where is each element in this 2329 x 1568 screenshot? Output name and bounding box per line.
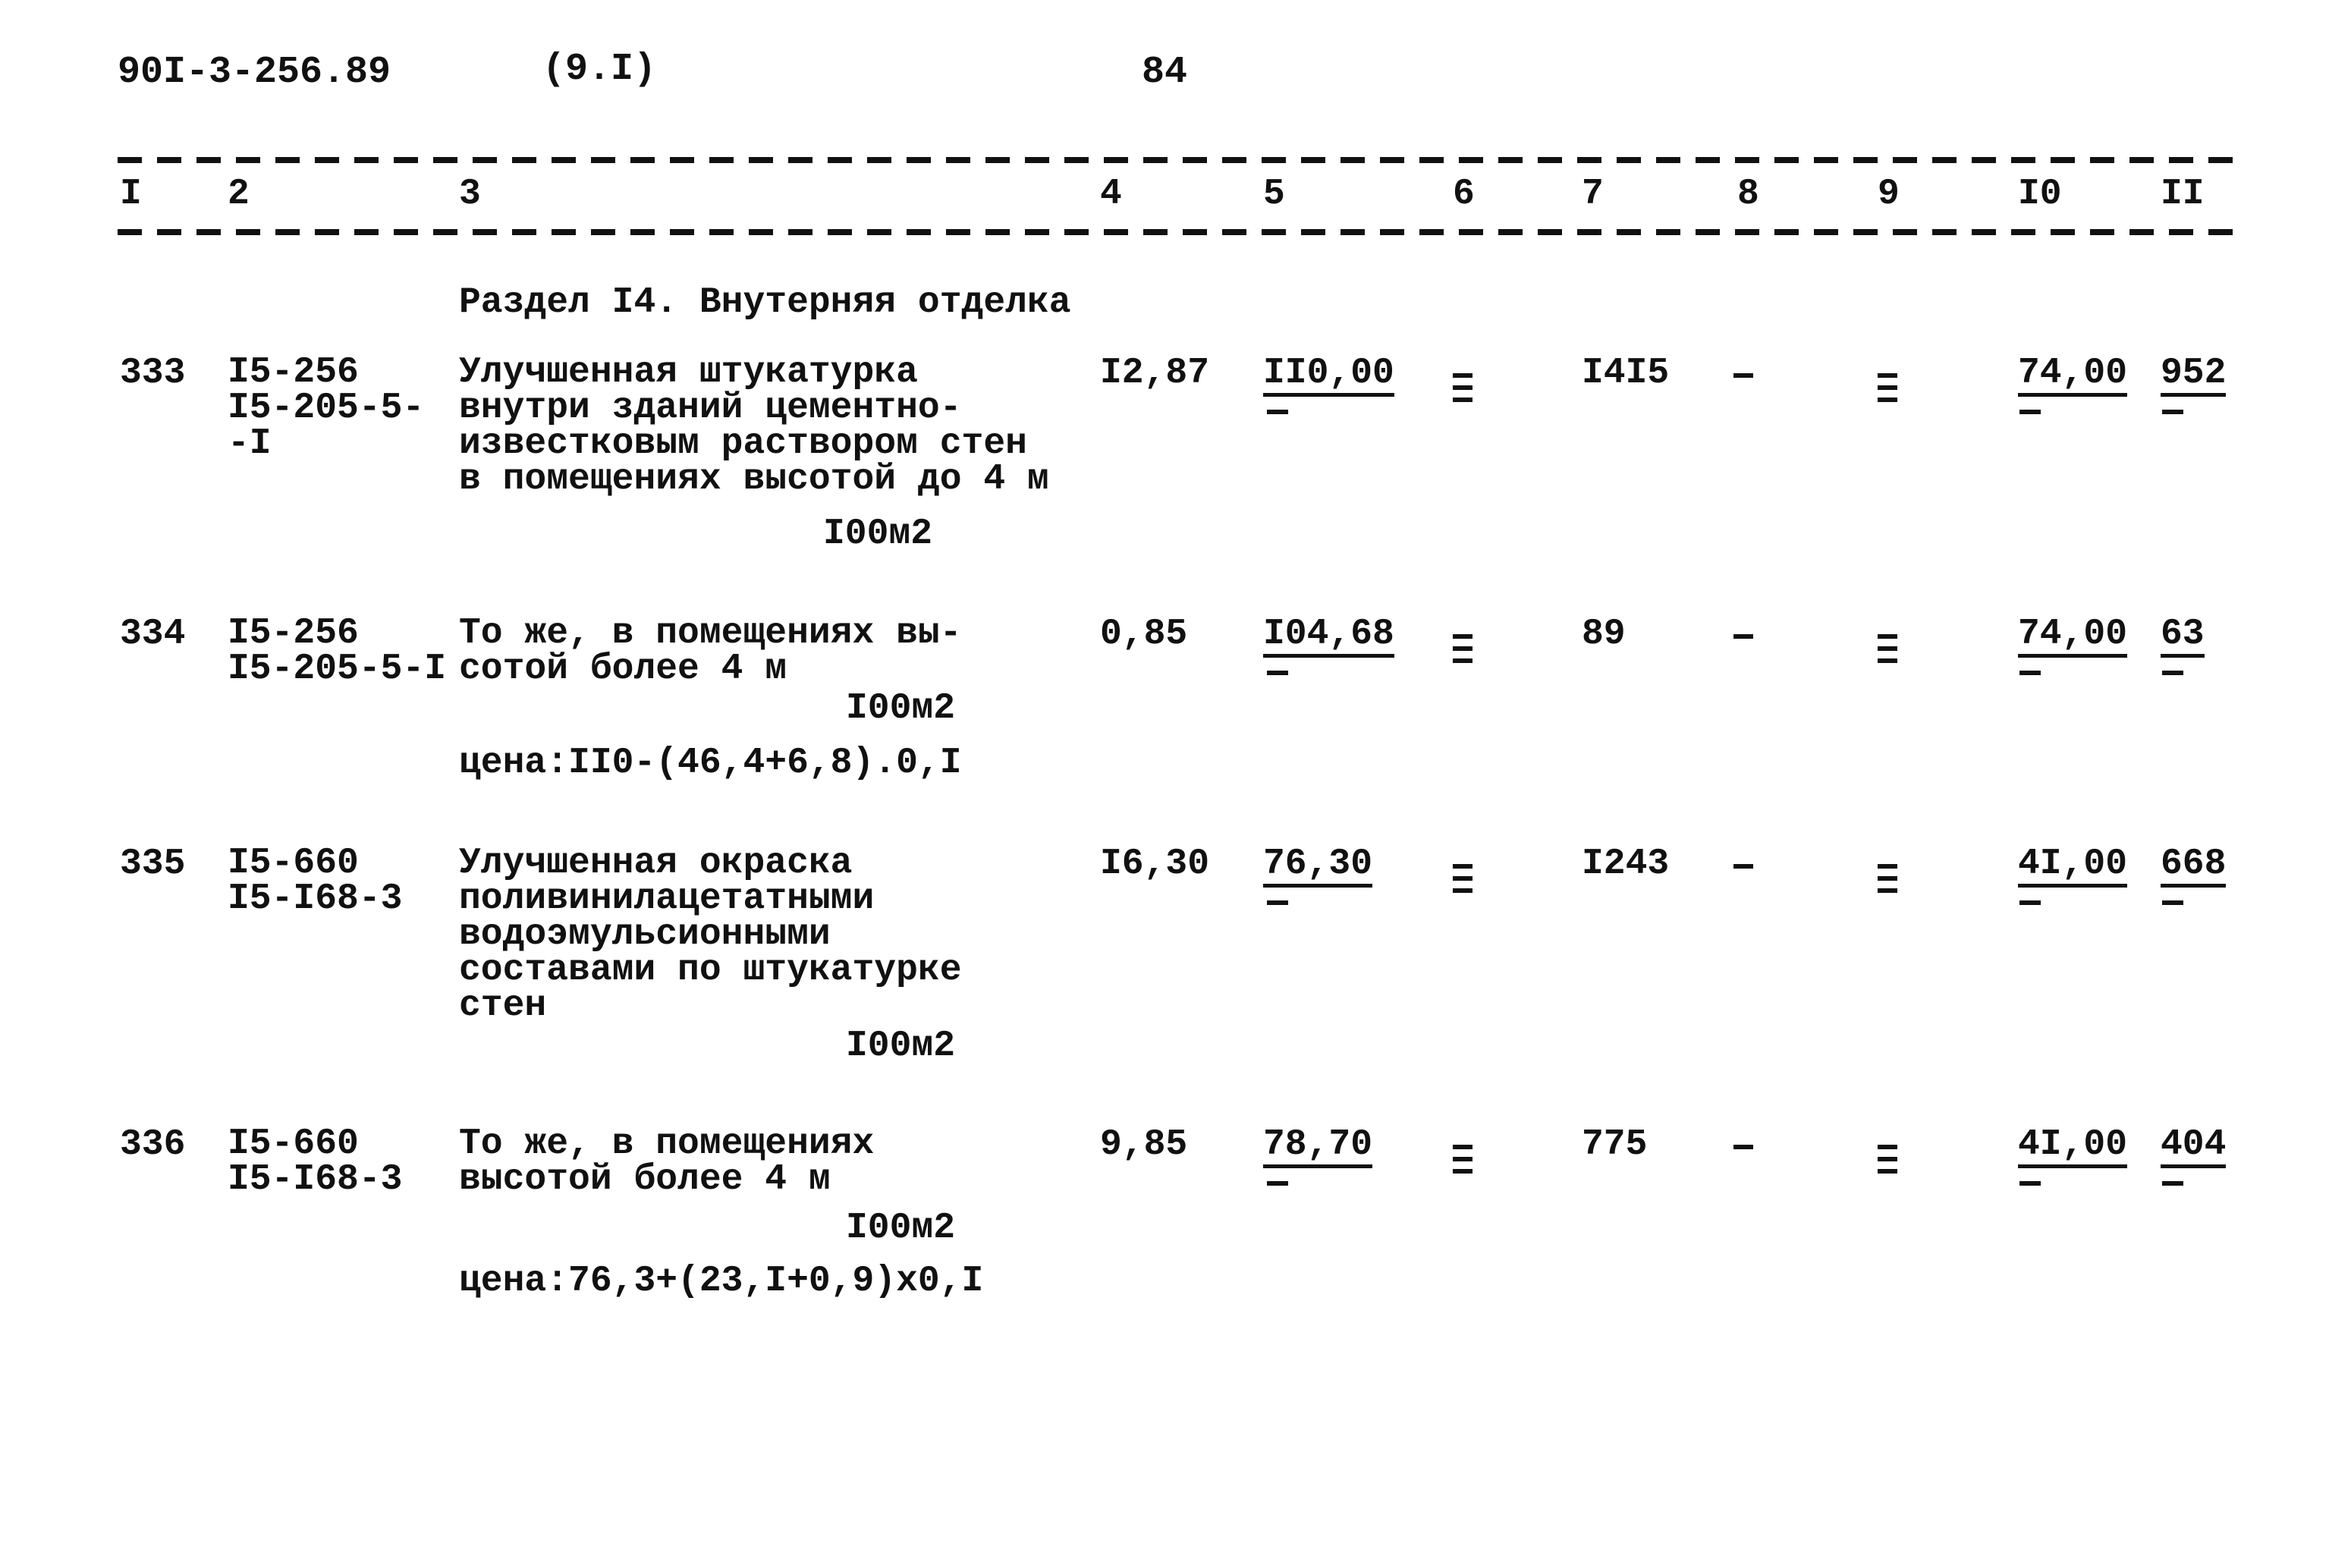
ditto-mark-col6	[1453, 373, 1473, 410]
work-description: То же, в помещениях вы- сотой более 4 м	[459, 613, 962, 690]
ditto-mark-col6	[1453, 634, 1473, 671]
wage-total: 952	[2161, 355, 2226, 397]
col-header-6: 6	[1453, 174, 1475, 215]
unit-label: I00м2	[846, 1026, 956, 1067]
section-code: (9.I)	[542, 48, 657, 91]
work-description: Улучшенная окраска поливинилацетатными водоэмульсионными составами по штукатурке стен	[459, 843, 962, 1026]
col-header-4: 4	[1100, 174, 1122, 215]
wage-total: 63	[2161, 616, 2205, 658]
row-number: 335	[120, 844, 186, 885]
table-header-rule	[118, 229, 2242, 235]
quantity: 0,85	[1100, 614, 1188, 655]
page-number: 84	[1142, 51, 1188, 94]
section-title: Раздел I4. Внутерняя отделка	[459, 282, 1071, 323]
col-header-8: 8	[1737, 174, 1759, 215]
ditto-mark-col6	[1453, 864, 1473, 900]
empty-dash-col8	[1733, 1145, 1753, 1149]
price-sub-dash	[1267, 900, 1288, 905]
norm-codes: I5-660 I5-I68-3	[228, 1123, 403, 1200]
unit-label: I00м2	[823, 514, 933, 555]
wage-total: 668	[2161, 846, 2226, 888]
price-sub-dash	[1267, 410, 1288, 414]
doc-code: 90I-3-256.89	[118, 51, 391, 94]
ditto-mark-col9	[1878, 864, 1897, 900]
empty-dash-col8	[1733, 634, 1753, 639]
price-sub-dash	[1267, 1181, 1288, 1186]
wage-total: 404	[2161, 1127, 2226, 1168]
wage-rate: 4I,00	[2018, 846, 2127, 888]
row-number: 336	[120, 1124, 186, 1165]
ditto-mark-col9	[1878, 634, 1897, 671]
table-top-rule	[118, 157, 2242, 163]
col-header-3: 3	[459, 174, 481, 215]
col-header-10: I0	[2018, 174, 2062, 215]
row-number: 334	[120, 614, 186, 655]
price-formula: цена:76,3+(23,I+0,9)x0,I	[459, 1261, 984, 1302]
quantity: 9,85	[1100, 1124, 1188, 1165]
wage-rate: 74,00	[2018, 616, 2127, 658]
quantity: I2,87	[1100, 353, 1210, 394]
wage-rate: 74,00	[2018, 355, 2127, 397]
wage-rate: 4I,00	[2018, 1127, 2127, 1168]
total-cost: I243	[1582, 844, 1670, 885]
unit-price: 78,70	[1263, 1127, 1372, 1168]
unit-label: I00м2	[846, 688, 956, 729]
norm-codes: I5-256 I5-205-5-I	[228, 613, 447, 690]
total-cost: 775	[1582, 1124, 1648, 1165]
wage-sub-dash	[2019, 900, 2041, 905]
ditto-mark-col6	[1453, 1145, 1473, 1181]
unit-label: I00м2	[846, 1208, 956, 1249]
col-header-2: 2	[228, 174, 250, 215]
quantity: I6,30	[1100, 844, 1210, 885]
unit-price: II0,00	[1263, 355, 1394, 397]
price-formula: цена:II0-(46,4+6,8).0,I	[459, 743, 962, 784]
col-header-9: 9	[1878, 174, 1900, 215]
ditto-mark-col9	[1878, 373, 1897, 410]
wage-sub-dash	[2019, 1181, 2041, 1186]
work-description: Улучшенная штукатурка внутри зданий цементно- известковым раствором стен в помещениях высотой до 4 м	[459, 352, 1049, 500]
col-header-11: II	[2161, 174, 2205, 215]
empty-dash-col8	[1733, 864, 1753, 869]
col-header-1: I	[120, 174, 142, 215]
wage-total-sub-dash	[2162, 1181, 2183, 1186]
ditto-mark-col9	[1878, 1145, 1897, 1181]
price-sub-dash	[1267, 671, 1288, 675]
wage-sub-dash	[2019, 671, 2041, 675]
total-cost: 89	[1582, 614, 1626, 655]
wage-total-sub-dash	[2162, 410, 2183, 414]
wage-total-sub-dash	[2162, 671, 2183, 675]
wage-total-sub-dash	[2162, 900, 2183, 905]
norm-codes: I5-660 I5-I68-3	[228, 843, 403, 919]
empty-dash-col8	[1733, 373, 1753, 378]
norm-codes: I5-256 I5-205-5- -I	[228, 352, 425, 464]
unit-price: I04,68	[1263, 616, 1394, 658]
row-number: 333	[120, 353, 186, 394]
col-header-5: 5	[1263, 174, 1285, 215]
col-header-7: 7	[1582, 174, 1604, 215]
work-description: То же, в помещениях высотой более 4 м	[459, 1123, 875, 1200]
unit-price: 76,30	[1263, 846, 1372, 888]
total-cost: I4I5	[1582, 353, 1670, 394]
wage-sub-dash	[2019, 410, 2041, 414]
